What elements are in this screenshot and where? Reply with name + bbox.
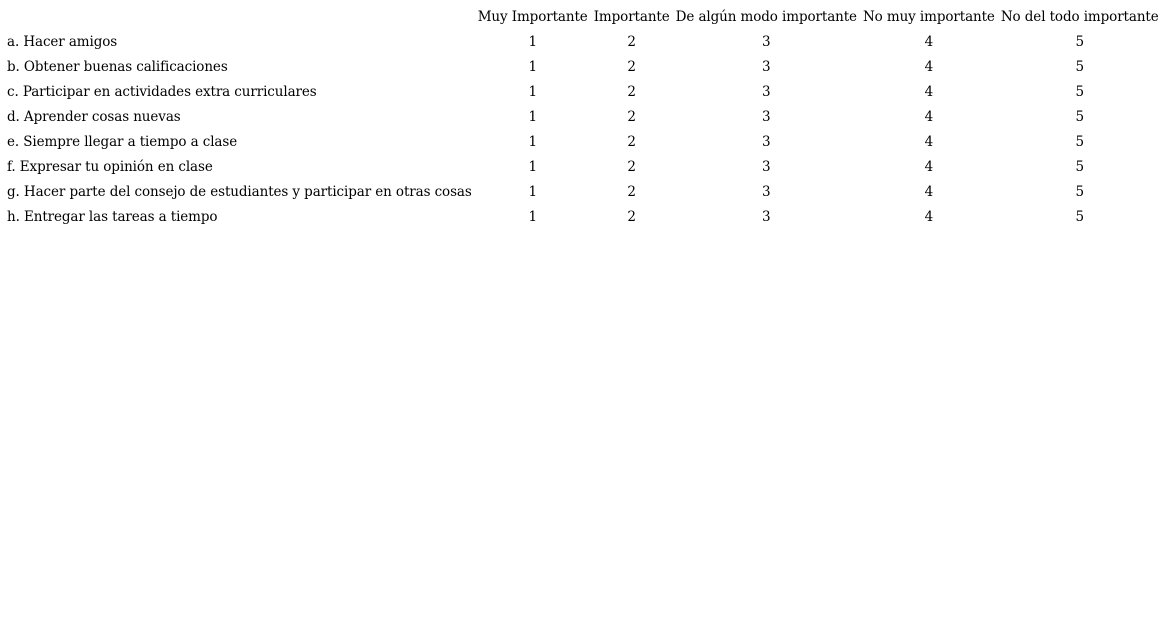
rating-option: 1 <box>528 84 537 100</box>
rating-option: 5 <box>1075 209 1084 225</box>
rating-option: 1 <box>528 159 537 175</box>
question-label: a. Hacer amigos <box>7 34 118 50</box>
table-row <box>4 105 1160 130</box>
rating-option: 2 <box>627 159 636 175</box>
rating-option: 2 <box>627 184 636 200</box>
rating-option: 1 <box>528 59 537 75</box>
rating-option: 3 <box>762 84 771 100</box>
table-row <box>4 30 1160 55</box>
rating-option: 4 <box>924 84 934 100</box>
rating-option: 2 <box>627 34 636 50</box>
header-importante: Importante <box>593 9 670 25</box>
rating-option: 3 <box>762 134 771 150</box>
rating-option: 1 <box>528 184 537 200</box>
rating-option: 5 <box>1075 109 1084 125</box>
rating-option: 5 <box>1075 159 1084 175</box>
rating-option: 1 <box>528 109 537 125</box>
rating-option: 3 <box>762 34 771 50</box>
rating-option: 2 <box>627 109 636 125</box>
rating-option: 5 <box>1075 134 1084 150</box>
rating-option: 1 <box>528 34 537 50</box>
table-body <box>4 30 1160 230</box>
rating-option: 4 <box>924 109 934 125</box>
table-header <box>4 5 1160 30</box>
question-label: d. Aprender cosas nuevas <box>7 109 181 125</box>
question-label: g. Hacer parte del consejo de estudiantes y participar en otras cosas <box>7 184 472 200</box>
rating-option: 1 <box>528 134 537 150</box>
header-no-del-todo-importante: No del todo importante <box>1000 9 1159 25</box>
table-row <box>4 80 1160 105</box>
rating-option: 2 <box>627 84 636 100</box>
header-no-muy-importante: No muy importante <box>862 9 995 25</box>
rating-option: 1 <box>528 209 537 225</box>
rating-option: 3 <box>762 159 771 175</box>
header-de-algun-modo-importante: De algún modo importante <box>675 9 857 25</box>
question-label: b. Obtener buenas calificaciones <box>7 59 228 75</box>
table-row <box>4 205 1160 230</box>
table-row <box>4 155 1160 180</box>
rating-option: 4 <box>924 59 934 75</box>
table-row <box>4 180 1160 205</box>
header-muy-importante: Muy Importante <box>477 9 588 25</box>
rating-option: 2 <box>627 209 636 225</box>
rating-option: 5 <box>1075 59 1084 75</box>
rating-option: 5 <box>1075 34 1084 50</box>
rating-option: 3 <box>762 109 771 125</box>
rating-option: 4 <box>924 159 934 175</box>
rating-option: 4 <box>924 134 934 150</box>
question-label: h. Entregar las tareas a tiempo <box>7 209 218 225</box>
rating-option: 5 <box>1075 84 1084 100</box>
rating-option: 2 <box>627 59 636 75</box>
question-label: e. Siempre llegar a tiempo a clase <box>7 134 238 150</box>
rating-option: 4 <box>924 209 934 225</box>
rating-option: 3 <box>762 209 771 225</box>
table-row <box>4 55 1160 80</box>
rating-option: 2 <box>627 134 636 150</box>
rating-option: 4 <box>924 34 934 50</box>
rating-option: 4 <box>924 184 934 200</box>
rating-option: 3 <box>762 184 771 200</box>
rating-option: 5 <box>1075 184 1084 200</box>
table-row <box>4 130 1160 155</box>
header-question-column <box>4 5 475 30</box>
importance-rating-table <box>4 5 1160 230</box>
header-row <box>4 5 1160 30</box>
question-label: f. Expresar tu opinión en clase <box>7 159 213 175</box>
rating-option: 3 <box>762 59 771 75</box>
question-label: c. Participar en actividades extra curriculares <box>7 84 317 100</box>
